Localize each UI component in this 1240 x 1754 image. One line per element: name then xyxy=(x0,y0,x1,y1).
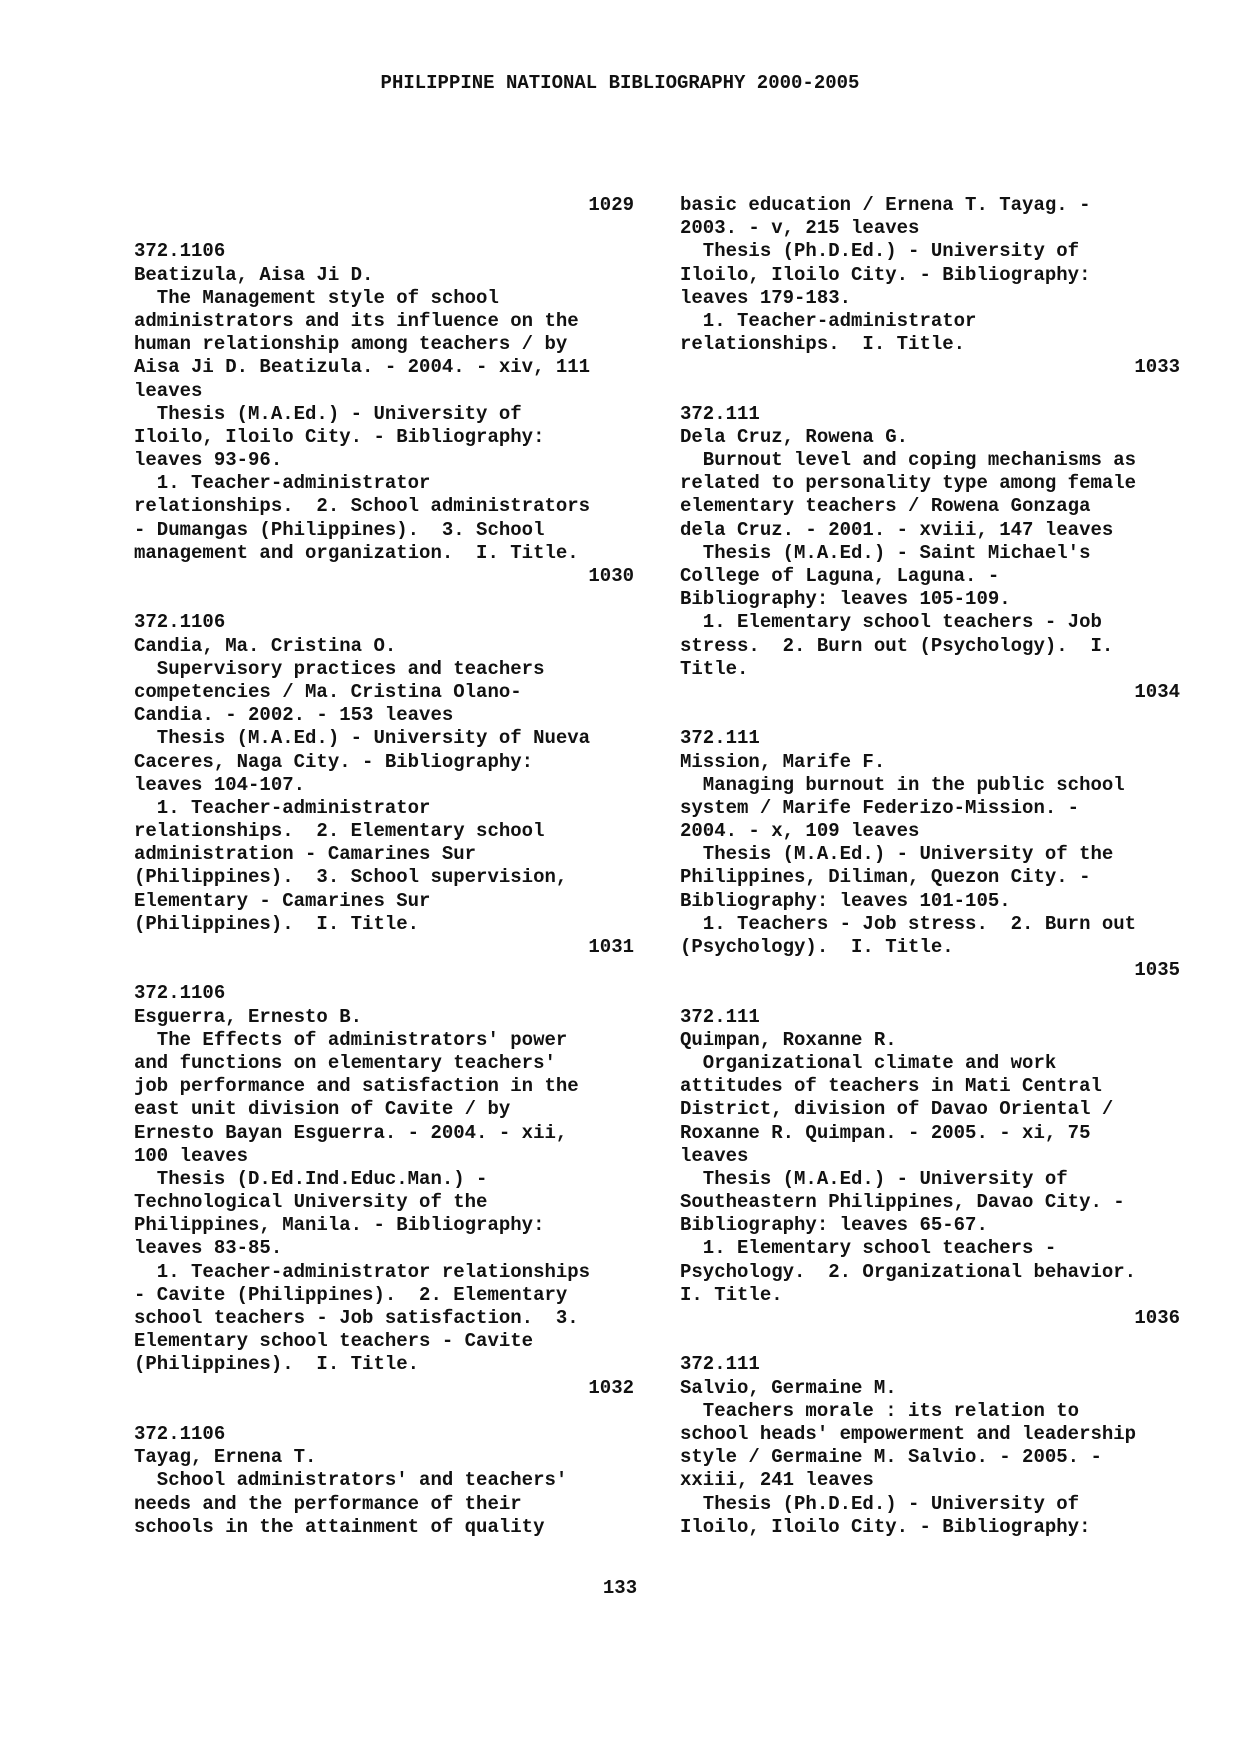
text-line: Thesis (M.A.Ed.) - University of Nueva xyxy=(134,727,591,750)
text-line: management and organization. I. Title. xyxy=(134,541,579,564)
text-line: 372.1106 xyxy=(134,240,226,263)
text-line: Dela Cruz, Rowena G. xyxy=(680,425,909,448)
text-line: (Psychology). I. Title. xyxy=(680,936,954,958)
text-line: 372.1106 xyxy=(134,611,226,634)
text-line: The Management style of school xyxy=(134,286,499,309)
text-line: relationships. 2. School administrators xyxy=(134,495,591,518)
entry-number: 1034 xyxy=(1134,680,1180,703)
text-line: Candia. - 2002. - 153 leaves xyxy=(134,704,454,727)
text-line: Technological University of the xyxy=(134,1191,488,1214)
text-line: Salvio, Germaine M. xyxy=(680,1376,897,1399)
text-line: (Philippines). 3. School supervision, xyxy=(134,866,568,889)
text-line: school teachers - Job satisfaction. 3. xyxy=(134,1307,579,1329)
text-line: District, division of Davao Oriental / xyxy=(680,1098,1114,1121)
text-line: 1. Teacher-administrator xyxy=(134,796,431,819)
text-line xyxy=(134,1400,634,1423)
text-line xyxy=(134,959,634,982)
text-line: xxiii, 241 leaves xyxy=(680,1469,874,1492)
text-line: leaves 93-96. xyxy=(134,449,283,472)
text-line xyxy=(134,217,634,240)
text-line: competencies / Ma. Cristina Olano- xyxy=(134,680,522,703)
text-line: 372.111 xyxy=(680,727,760,750)
text-line: school heads' empowerment and leadership xyxy=(680,1422,1137,1445)
text-line: 2003. - v, 215 leaves xyxy=(680,217,920,240)
text-line: - Cavite (Philippines). 2. Elementary xyxy=(134,1283,568,1306)
text-line: Elementary - Camarines Sur xyxy=(134,889,431,912)
text-line: 1. Elementary school teachers - xyxy=(680,1237,1057,1260)
text-line: Bibliography: leaves 65-67. xyxy=(680,1214,988,1237)
text-line: College of Laguna, Laguna. - xyxy=(680,565,1000,587)
text-line: relationships. I. Title. xyxy=(680,333,966,356)
text-line: Burnout level and coping mechanisms as xyxy=(680,449,1137,472)
entry-number: 1032 xyxy=(588,1376,634,1399)
text-line: 1. Teacher-administrator xyxy=(680,309,977,332)
text-line: 372.1106 xyxy=(134,982,226,1005)
entry-number: 1033 xyxy=(1134,356,1180,379)
text-line: administrators and its influence on the xyxy=(134,309,579,332)
text-line: 372.1106 xyxy=(134,1422,226,1445)
text-line: 2004. - x, 109 leaves xyxy=(680,820,920,843)
text-line: Ernesto Bayan Esguerra. - 2004. - xii, xyxy=(134,1121,568,1144)
text-line: Esguerra, Ernesto B. xyxy=(134,1005,363,1028)
right-column xyxy=(680,194,1180,1539)
text-line: (Philippines). I. Title. xyxy=(134,1353,420,1376)
text-line: Thesis (M.A.Ed.) - University of xyxy=(134,402,522,425)
text-line: and functions on elementary teachers' xyxy=(134,1051,556,1074)
text-line: Supervisory practices and teachers xyxy=(134,657,545,680)
text-line: leaves 104-107. xyxy=(134,773,306,796)
text-line: Caceres, Naga City. - Bibliography: xyxy=(134,750,534,773)
text-line: relationships. 2. Elementary school xyxy=(134,820,545,843)
text-line: Iloilo, Iloilo City. - Bibliography: xyxy=(680,263,1091,286)
running-head: PHILIPPINE NATIONAL BIBLIOGRAPHY 2000-2005 xyxy=(380,72,860,94)
text-line xyxy=(680,380,1180,403)
text-line: job performance and satisfaction in the xyxy=(134,1075,579,1098)
text-line xyxy=(134,588,634,611)
text-line: Thesis (M.A.Ed.) - Saint Michael's xyxy=(680,541,1091,564)
text-line: Iloilo, Iloilo City. - Bibliography: xyxy=(680,1515,1091,1538)
text-line: related to personality type among female xyxy=(680,472,1137,495)
text-line: 372.111 xyxy=(680,402,760,425)
text-line: Iloilo, Iloilo City. - Bibliography: xyxy=(134,425,545,448)
text-line: Title. xyxy=(680,657,749,680)
text-line: Quimpan, Roxanne R. xyxy=(680,1028,897,1051)
text-line: leaves xyxy=(680,1144,749,1167)
text-line: 372.111 xyxy=(680,1005,760,1028)
text-line: Managing burnout in the public school xyxy=(680,773,1125,796)
text-line: leaves 83-85. xyxy=(134,1237,283,1260)
entry-number: 1029 xyxy=(588,194,634,216)
text-line: Roxanne R. Quimpan. - 2005. - xi, 75 xyxy=(680,1121,1091,1144)
text-line: schools in the attainment of quality xyxy=(134,1515,545,1538)
text-line: Elementary school teachers - Cavite xyxy=(134,1330,534,1353)
text-line: Philippines, Manila. - Bibliography: xyxy=(134,1214,545,1237)
text-line: School administrators' and teachers' xyxy=(134,1469,568,1492)
text-line: Mission, Marife F. xyxy=(680,750,886,773)
text-line: 1. Teacher-administrator relationships xyxy=(134,1260,591,1283)
text-line xyxy=(680,704,1180,727)
text-line: Thesis (Ph.D.Ed.) - University of xyxy=(680,240,1080,263)
text-line: Aisa Ji D. Beatizula. - 2004. - xiv, 111 xyxy=(134,356,591,379)
text-line: system / Marife Federizo-Mission. - xyxy=(680,796,1080,819)
text-line: 1. Teachers - Job stress. 2. Burn out xyxy=(680,912,1137,935)
text-line: Thesis (M.A.Ed.) - University of the xyxy=(680,843,1114,866)
text-line: basic education / Ernena T. Tayag. - xyxy=(680,194,1091,216)
text-line: needs and the performance of their xyxy=(134,1492,522,1515)
text-line: Tayag, Ernena T. xyxy=(134,1446,317,1469)
left-column xyxy=(134,194,634,1539)
text-line: Bibliography: leaves 101-105. xyxy=(680,889,1011,912)
text-line: I. Title. xyxy=(680,1283,783,1306)
text-line: elementary teachers / Rowena Gonzaga xyxy=(680,495,1091,518)
text-line: 372.111 xyxy=(680,1353,760,1376)
text-line: Thesis (M.A.Ed.) - University of xyxy=(680,1167,1068,1190)
text-line xyxy=(680,982,1180,1005)
text-line: stress. 2. Burn out (Psychology). I. xyxy=(680,634,1114,657)
text-line: attitudes of teachers in Mati Central xyxy=(680,1075,1102,1098)
text-line: Organizational climate and work xyxy=(680,1051,1057,1074)
text-line: Thesis (D.Ed.Ind.Educ.Man.) - xyxy=(134,1167,488,1190)
text-line: leaves 179-183. xyxy=(680,286,852,309)
text-line: (Philippines). I. Title. xyxy=(134,912,420,935)
text-line: 1. Elementary school teachers - Job xyxy=(680,611,1102,634)
entry-number: 1036 xyxy=(1134,1307,1180,1329)
text-line xyxy=(680,1330,1180,1353)
text-line: Beatizula, Aisa Ji D. xyxy=(134,263,374,286)
text-line: 100 leaves xyxy=(134,1144,249,1167)
text-line: east unit division of Cavite / by xyxy=(134,1098,511,1121)
text-line: 1. Teacher-administrator xyxy=(134,472,431,495)
text-line: Teachers morale : its relation to xyxy=(680,1399,1080,1422)
text-line: administration - Camarines Sur xyxy=(134,843,477,866)
text-line: human relationship among teachers / by xyxy=(134,333,568,356)
text-line: leaves xyxy=(134,379,203,402)
entry-number: 1035 xyxy=(1134,959,1180,982)
entry-number: 1031 xyxy=(588,936,634,958)
text-line: Thesis (Ph.D.Ed.) - University of xyxy=(680,1492,1080,1515)
text-line: dela Cruz. - 2001. - xviii, 147 leaves xyxy=(680,518,1114,541)
page-number: 133 xyxy=(602,1577,638,1599)
text-line: The Effects of administrators' power xyxy=(134,1028,568,1051)
text-line: Psychology. 2. Organizational behavior. xyxy=(680,1260,1137,1283)
text-line: - Dumangas (Philippines). 3. School xyxy=(134,518,545,541)
text-line: Philippines, Diliman, Quezon City. - xyxy=(680,866,1091,889)
text-line: style / Germaine M. Salvio. - 2005. - xyxy=(680,1446,1102,1469)
text-line: Bibliography: leaves 105-109. xyxy=(680,588,1011,611)
text-line: Southeastern Philippines, Davao City. - xyxy=(680,1191,1125,1214)
entry-number: 1030 xyxy=(588,565,634,587)
text-line: Candia, Ma. Cristina O. xyxy=(134,634,397,657)
